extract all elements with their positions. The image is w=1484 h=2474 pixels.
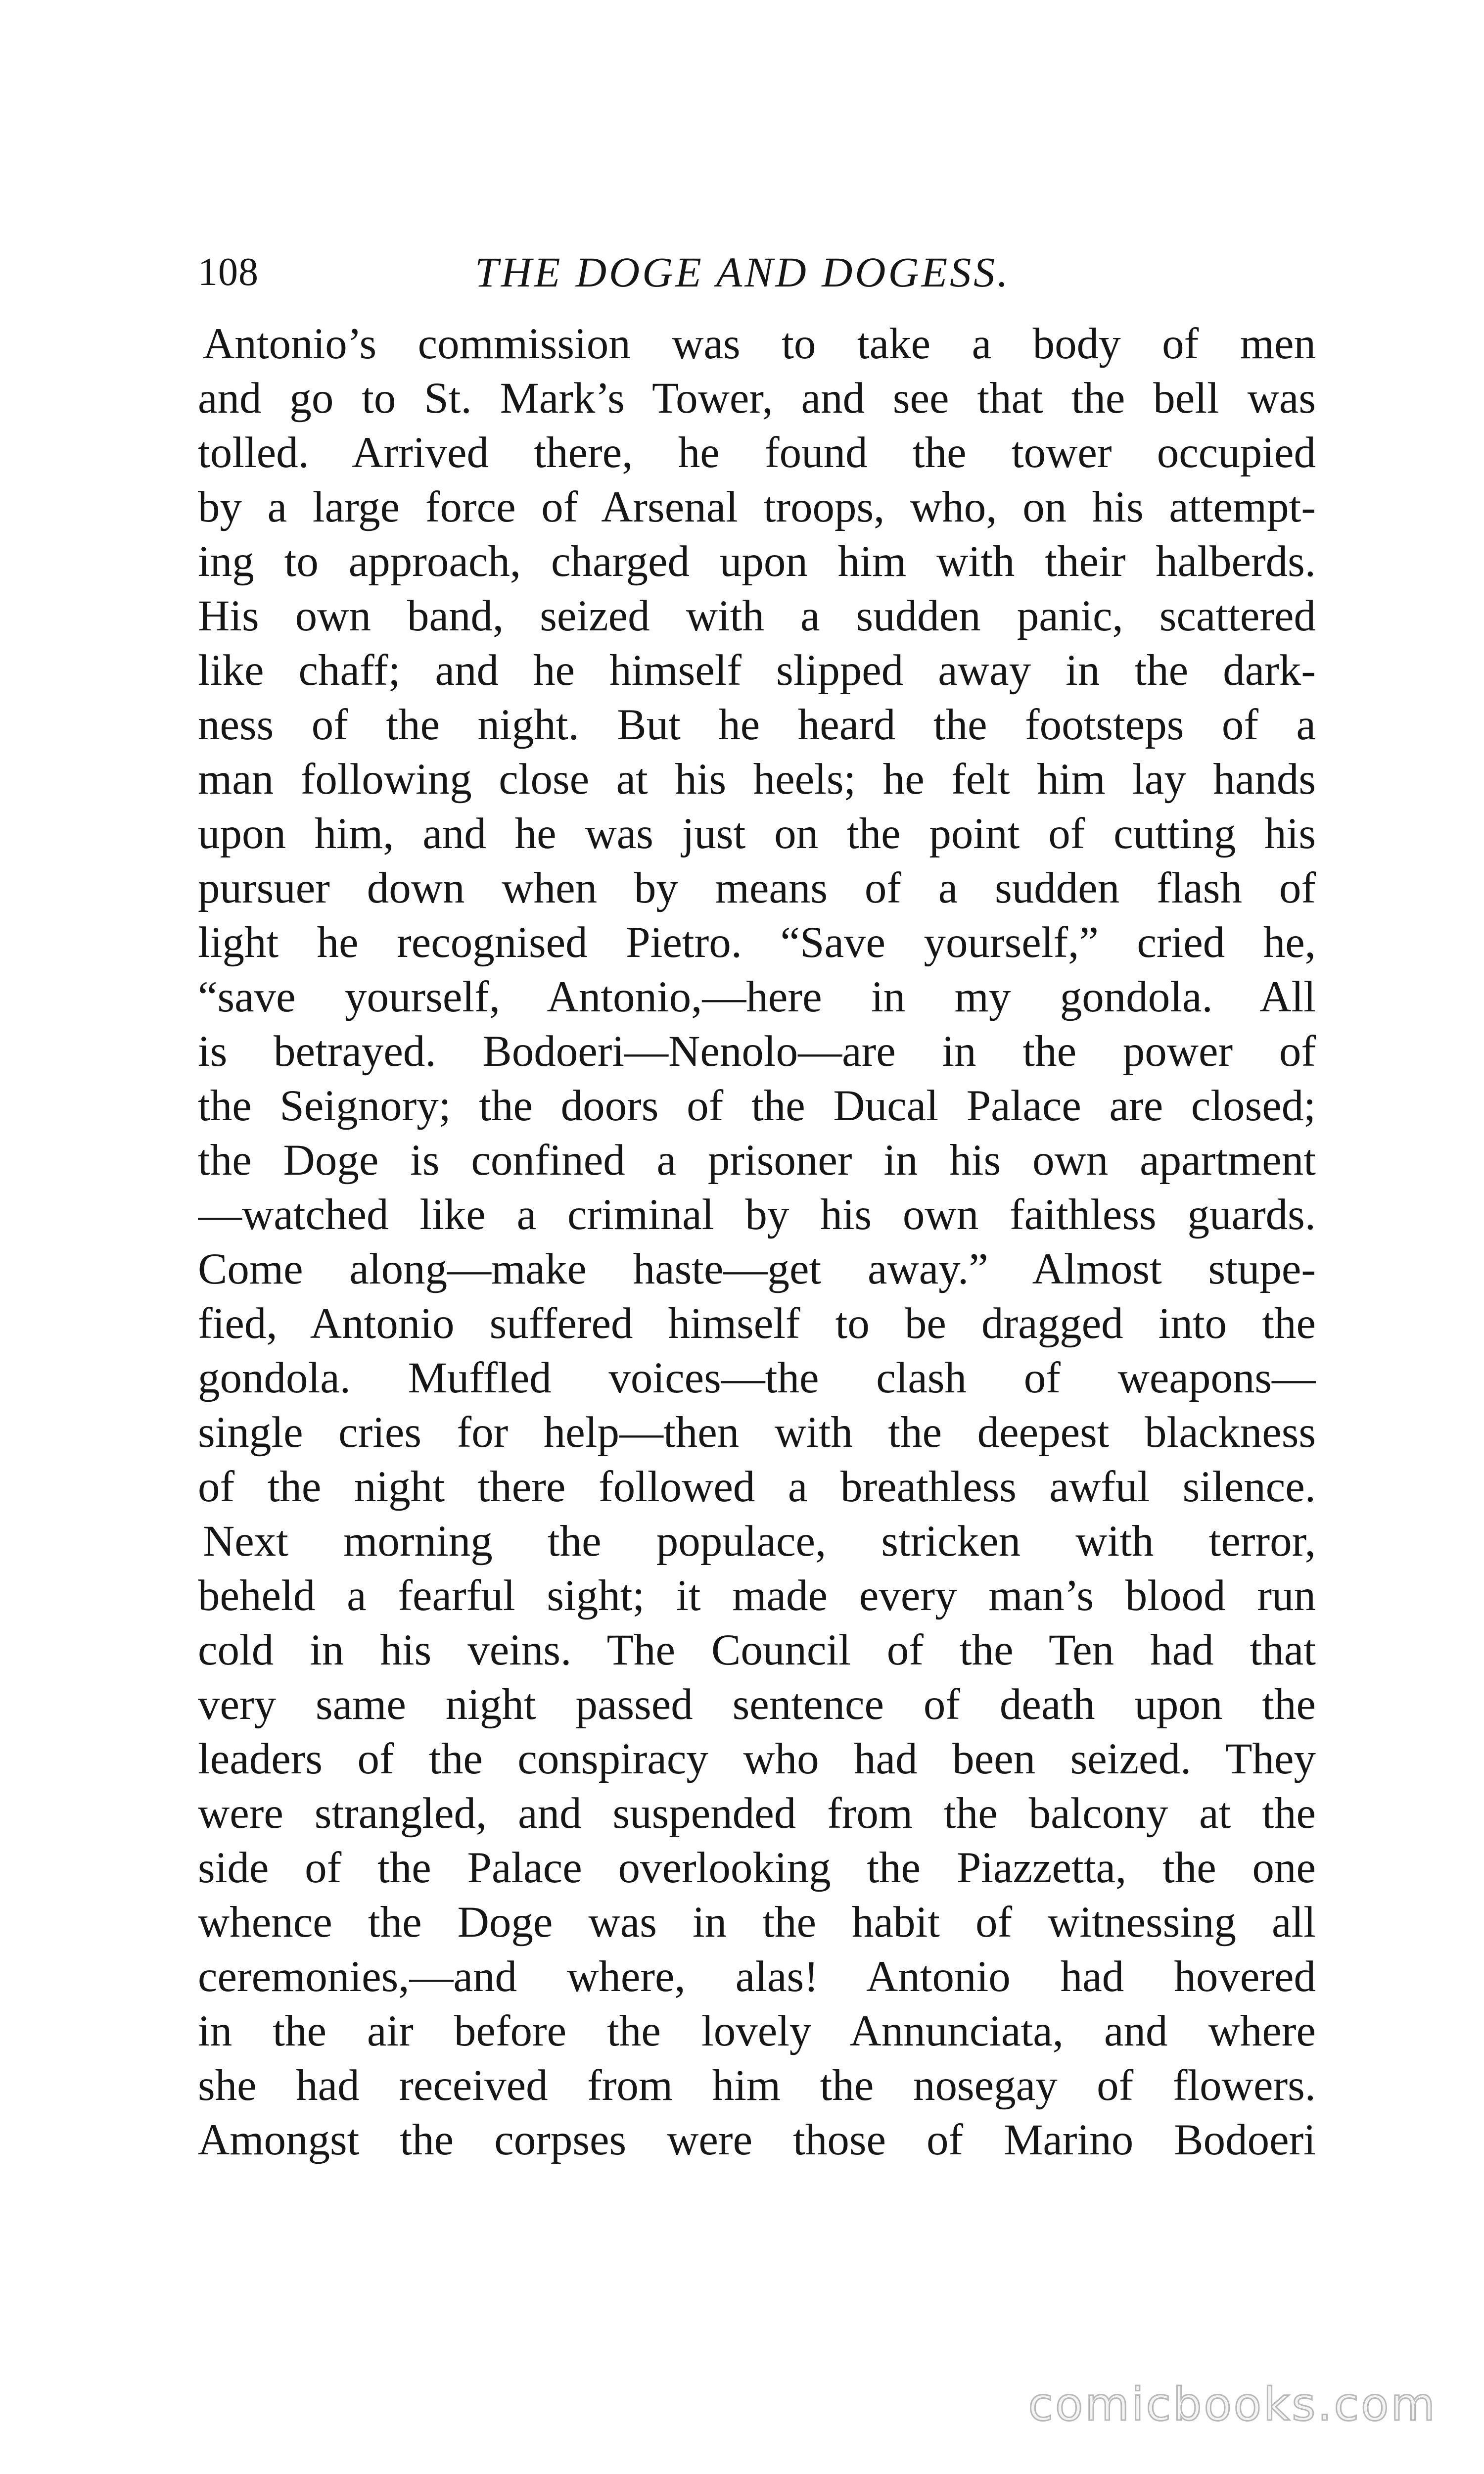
text-line: single cries for help—then with the deepest blackness [198, 1408, 1316, 1457]
text-line: fied, Antonio suffered himself to be dragged into the [198, 1299, 1316, 1348]
text-line: very same night passed sentence of death upon the [198, 1680, 1316, 1729]
text-line: the Doge is confined a prisoner in his own apartment [198, 1136, 1316, 1185]
text-line: leaders of the conspiracy who had been seized. They [198, 1735, 1316, 1783]
text-line: in the air before the lovely Annunciata, and where [198, 2007, 1316, 2055]
text-line: tolled. Arrived there, he found the tower occupied [198, 428, 1316, 477]
text-line: man following close at his heels; he felt him lay hands [198, 755, 1316, 804]
text-line: Antonio’s commission was to take a body of men [203, 320, 1316, 368]
text-line: and go to St. Mark’s Tower, and see that the bell was [198, 374, 1316, 423]
text-line: ness of the night. But he heard the footsteps of a [198, 701, 1316, 749]
text-line: “save yourself, Antonio,—here in my gondola. All [198, 973, 1316, 1021]
text-line: Amongst the corpses were those of Marino Bodoeri [198, 2116, 1316, 2164]
text-line: Come along—make haste—get away.” Almost stupe- [198, 1245, 1316, 1293]
text-line: —watched like a criminal by his own faithless guards. [198, 1190, 1316, 1239]
running-head [198, 245, 1316, 299]
text-line: upon him, and he was just on the point of cutting his [198, 809, 1316, 858]
text-line: she had received from him the nosegay of flowers. [198, 2061, 1316, 2110]
text-line: beheld a fearful sight; it made every man’s blood run [198, 1571, 1316, 1620]
text-line: were strangled, and suspended from the balcony at the [198, 1789, 1316, 1838]
text-line: ing to approach, charged upon him with their halberds. [198, 537, 1316, 586]
text-line: light he recognised Pietro. “Save yourself,” cried he, [198, 918, 1316, 967]
text-line: the Seignory; the doors of the Ducal Palace are closed; [198, 1082, 1316, 1130]
text-line: by a large force of Arsenal troops, who, on his attempt- [198, 483, 1316, 531]
text-line: pursuer down when by means of a sudden flash of [198, 864, 1316, 912]
text-line: like chaff; and he himself slipped away in the dark- [198, 646, 1316, 695]
text-line: gondola. Muffled voices—the clash of weapons— [198, 1354, 1316, 1402]
body-text [198, 317, 1316, 2167]
running-title: THE DOGE AND DOGESS. [475, 248, 1011, 296]
text-line: cold in his veins. The Council of the Ten had that [198, 1626, 1316, 1674]
text-line: of the night there followed a breathless awful silence. [198, 1463, 1316, 1511]
text-line: whence the Doge was in the habit of witnessing all [198, 1898, 1316, 1947]
page-number: 108 [198, 250, 259, 294]
text-line: is betrayed. Bodoeri—Nenolo—are in the power of [198, 1027, 1316, 1076]
text-line: Next morning the populace, stricken with terror, [203, 1517, 1316, 1566]
watermark: comicbooks.com [1028, 2378, 1437, 2431]
text-line: ceremonies,—and where, alas! Antonio had hovered [198, 1952, 1316, 2001]
text-line: His own band, seized with a sudden panic, scattered [198, 592, 1316, 640]
text-line: side of the Palace overlooking the Piazzetta, the one [198, 1844, 1316, 1892]
